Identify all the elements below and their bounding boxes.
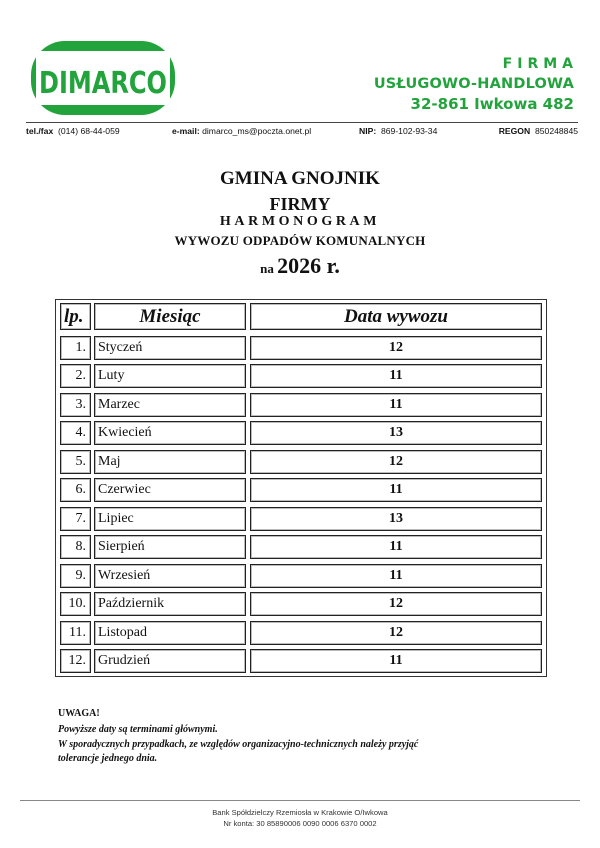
cell-lp: 5.: [75, 454, 86, 469]
table-row-9-lp: [60, 564, 91, 588]
table-row-2-month: [94, 364, 246, 388]
cell-month: Październik: [98, 596, 165, 611]
nip: NIP: 869-102-93-34: [359, 126, 438, 136]
year-value: 2026 r.: [277, 253, 340, 278]
cell-month: Styczeń: [98, 340, 143, 355]
cell-date: 13: [389, 511, 403, 526]
cell-lp: 7.: [75, 511, 86, 526]
table-row-5-lp: [60, 450, 91, 474]
cell-lp: 11.: [69, 625, 86, 640]
footer-divider: [20, 800, 580, 801]
company-address: 32-861 Iwkowa 482: [410, 95, 574, 113]
table-row-5-date: [250, 450, 542, 474]
table-row-1-lp: [60, 336, 91, 360]
cell-lp: 4.: [75, 425, 86, 440]
header-date-label: Data wywozu: [344, 305, 448, 327]
note-heading: UWAGA!: [58, 708, 100, 719]
table-row-8-lp: [60, 535, 91, 559]
cell-month: Wrzesień: [98, 568, 151, 583]
header-month: [94, 303, 246, 330]
cell-month: Maj: [98, 454, 121, 469]
title-firm: FIRMY: [269, 194, 331, 214]
cell-month: Luty: [98, 368, 125, 383]
table-row-1-month: [94, 336, 246, 360]
email: e-mail: dimarco_ms@poczta.onet.pl: [172, 126, 312, 136]
title-year: [0, 253, 600, 279]
title-schedule: HARMONOGRAM: [219, 214, 381, 229]
table-row-10-date: [250, 592, 542, 616]
table-row-9-month: [94, 564, 246, 588]
note-line3: tolerancje jednego dnia.: [58, 753, 158, 764]
table-row-7-lp: [60, 507, 91, 531]
cell-month: Listopad: [98, 625, 147, 640]
table-row-8-date: [250, 535, 542, 559]
year-prefix: na: [260, 261, 274, 276]
table-row-7-date: [250, 507, 542, 531]
cell-date: 11: [389, 568, 403, 583]
table-row-6-lp: [60, 478, 91, 502]
table-row-5-month: [94, 450, 246, 474]
cell-month: Sierpień: [98, 539, 145, 554]
cell-date: 12: [389, 340, 403, 355]
table-row-3-date: [250, 393, 542, 417]
cell-date: 12: [389, 596, 403, 611]
table-row-3-lp: [60, 393, 91, 417]
regon: REGON 850248845: [498, 126, 578, 136]
header-divider: [26, 122, 578, 123]
cell-lp: 12.: [68, 653, 86, 668]
cell-date: 11: [389, 397, 403, 412]
title-subject: WYWOZU ODPADÓW KOMUNALNYCH: [174, 233, 426, 248]
table-row-10-lp: [60, 592, 91, 616]
cell-month: Czerwiec: [98, 482, 151, 497]
table-row-11-lp: [60, 621, 91, 645]
cell-lp: 2.: [75, 368, 86, 383]
table-row-4-lp: [60, 421, 91, 445]
footer-bank: Bank Spółdzielczy Rzemiosła w Krakowie O/Iwkowa: [212, 808, 388, 817]
table-row-2-lp: [60, 364, 91, 388]
note-line1: Powyższe daty są terminami głównymi.: [58, 724, 218, 735]
cell-lp: 3.: [75, 397, 86, 412]
table-row-7-month: [94, 507, 246, 531]
table-row-1-date: [250, 336, 542, 360]
cell-date: 13: [389, 425, 403, 440]
cell-lp: 9.: [75, 568, 86, 583]
title-commune: GMINA GNOJNIK: [220, 168, 380, 189]
table-row-12-date: [250, 649, 542, 673]
table-row-4-month: [94, 421, 246, 445]
cell-date: 12: [389, 625, 403, 640]
cell-month: Lipiec: [98, 511, 134, 526]
table-row-12-month: [94, 649, 246, 673]
table-row-8-month: [94, 535, 246, 559]
footer-account: Nr konta: 30 85890006 0090 0006 6370 0002: [223, 819, 377, 828]
cell-lp: 6.: [75, 482, 86, 497]
note-line2: W sporadycznych przypadkach, ze względów organizacyjno-technicznych należy przyjąć: [58, 739, 419, 750]
company-info: [373, 54, 578, 114]
table-row-3-month: [94, 393, 246, 417]
cell-date: 11: [389, 653, 403, 668]
cell-date: 12: [389, 454, 403, 469]
cell-month: Kwiecień: [98, 425, 152, 440]
cell-lp: 8.: [75, 539, 86, 554]
company-line1: FIRMA: [502, 56, 578, 72]
company-line2: USŁUGOWO-HANDLOWA: [373, 76, 574, 92]
dimarco-logo: [30, 40, 176, 116]
table-row-12-lp: [60, 649, 91, 673]
cell-date: 11: [389, 482, 403, 497]
cell-lp: 10.: [68, 596, 86, 611]
cell-date: 11: [389, 368, 403, 383]
header-date: [250, 303, 542, 330]
table-row-6-date: [250, 478, 542, 502]
table-row-2-date: [250, 364, 542, 388]
cell-month: Grudzień: [98, 653, 151, 668]
header-lp-label: lp.: [64, 305, 84, 327]
table-row-10-month: [94, 592, 246, 616]
logo-text: DIMARCO: [39, 66, 167, 101]
header-month-label: Miesiąc: [139, 305, 201, 327]
schedule-table: [55, 299, 547, 677]
contact-bar: [26, 126, 578, 139]
header-lp: [60, 303, 91, 330]
table-row-9-date: [250, 564, 542, 588]
table-row-4-date: [250, 421, 542, 445]
table-row-11-month: [94, 621, 246, 645]
table-row-11-date: [250, 621, 542, 645]
table-row-6-month: [94, 478, 246, 502]
cell-date: 11: [389, 539, 403, 554]
tel-fax: tel./fax (014) 68-44-059: [26, 126, 120, 136]
cell-lp: 1.: [75, 340, 86, 355]
cell-month: Marzec: [98, 397, 140, 412]
